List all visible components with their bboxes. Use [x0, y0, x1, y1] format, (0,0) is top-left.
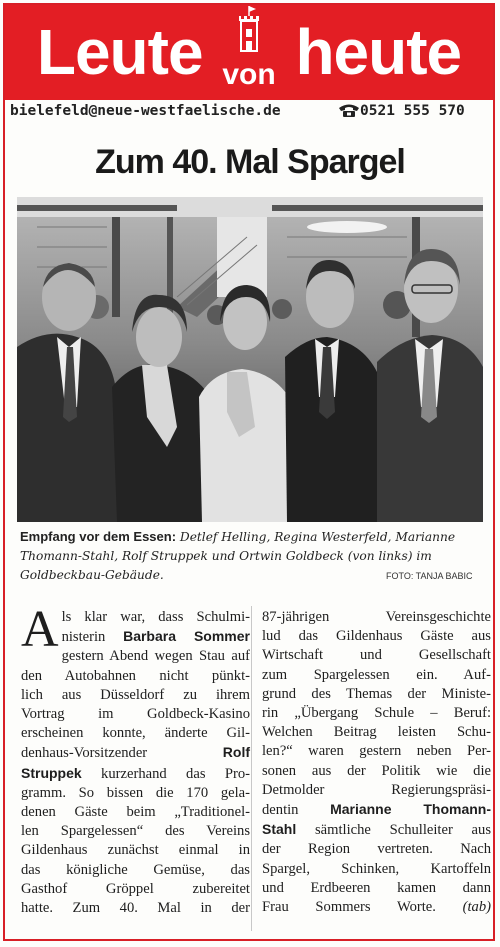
drop-cap: A	[21, 601, 59, 658]
article-line: denen Gäste beim „Traditionel-	[21, 804, 250, 821]
article-line: gestern Abend wegen Stau auf	[61, 648, 250, 665]
article-line: der Region vertreten. Nach	[262, 841, 491, 858]
article-line: hatte. Zum 40. Mal in der	[21, 900, 250, 917]
article-line: 87-jährigen Vereinsgeschichte	[262, 609, 491, 625]
article-line	[262, 820, 491, 840]
article-line-part: kurzerhand das Pro-	[81, 765, 250, 782]
article-line	[262, 800, 491, 820]
article-line-part: sämtliche Schulleiter aus	[296, 822, 491, 839]
article-line: len Spargelessen“ des Vereins	[21, 823, 250, 840]
article-line: Spargel, Schinken, Kartoffeln	[262, 860, 491, 877]
article-line: grund des Themas der Ministe-	[262, 685, 491, 702]
article-line: sonen aus der Politik wie die	[262, 762, 491, 779]
article-line-part: dentin	[262, 802, 331, 819]
article-column-left	[21, 601, 250, 918]
article-line-part: denhaus-Vorsitzender	[21, 745, 223, 762]
article-line: Gasthof Gröppel zubereitet	[21, 880, 250, 897]
article-line-part: nisterin	[61, 629, 124, 646]
person-name: Marianne Thomann-	[330, 801, 491, 818]
article-headline: Zum 40. Mal Spargel	[95, 143, 405, 181]
person-name: Barbara Sommer	[123, 628, 250, 645]
caption-lead: Empfang vor dem Essen:	[20, 529, 177, 544]
article-line: Gildenhaus zunächst einmal in	[21, 842, 250, 859]
article-line: den Autobahnen nicht pünkt-	[21, 667, 250, 684]
article-line	[21, 743, 250, 763]
article-line: rin „Übergang Schule – Beruf:	[262, 705, 491, 722]
article-line: und Erdbeeren kamen dann	[262, 879, 491, 896]
article-line: erscheinen konnte, änderte Gil-	[21, 725, 250, 742]
masthead-right-word: heute	[295, 16, 462, 88]
article-line: lich aus Düsseldorf zu ihrem	[21, 686, 250, 703]
event-photo	[17, 197, 483, 522]
contact-line	[10, 103, 490, 127]
photo-credit: FOTO: TANJA BABIC	[386, 571, 473, 581]
article-line: lud das Gildenhaus Gäste aus	[262, 628, 491, 645]
article-line: Vortrag im Goldbeck-Kasino	[21, 706, 250, 723]
person-name: Stahl	[262, 821, 297, 838]
person-name: Rolf	[222, 744, 250, 761]
article-line: Welchen Beitrag leisten Schu-	[262, 724, 491, 741]
caption-text: Detlef Helling, Regina Westerfeld, Marianne Thomann-Stahl, Rolf Struppek und Ortwin Goldbeck (von links) im Goldbeckbau-Gebäude.	[20, 530, 456, 582]
contact-email: bielefeld@neue-westfaelische.de	[10, 103, 281, 119]
article-line: gramm. So bissen die 170 gela-	[21, 784, 250, 801]
article-line	[262, 898, 491, 917]
article-column-right	[262, 608, 491, 917]
article-line: Wirtschaft und Gesellschaft	[262, 647, 491, 664]
article-line	[21, 764, 250, 784]
article-line: zum Spargelessen ein. Auf-	[262, 666, 491, 683]
contact-phone-group	[338, 103, 465, 119]
contact-phone: 0521 555 570	[360, 103, 465, 119]
column-divider	[251, 606, 252, 931]
author-signature: (tab)	[462, 899, 491, 916]
masthead-middle-word: von	[222, 58, 276, 91]
person-name: Struppek	[21, 764, 82, 781]
article-line: das königliche Gemüse, das	[21, 861, 250, 878]
telephone-icon	[338, 103, 360, 117]
article-line: len?“ waren gestern neben Per-	[262, 743, 491, 760]
masthead-left-word: Leute	[36, 16, 203, 88]
article-line: ls klar war, dass Schulmi-	[61, 609, 250, 625]
article-line-part: Frau Sommers Worte.	[262, 899, 436, 916]
article-line: Detmolder Regierungspräsi-	[262, 781, 491, 798]
